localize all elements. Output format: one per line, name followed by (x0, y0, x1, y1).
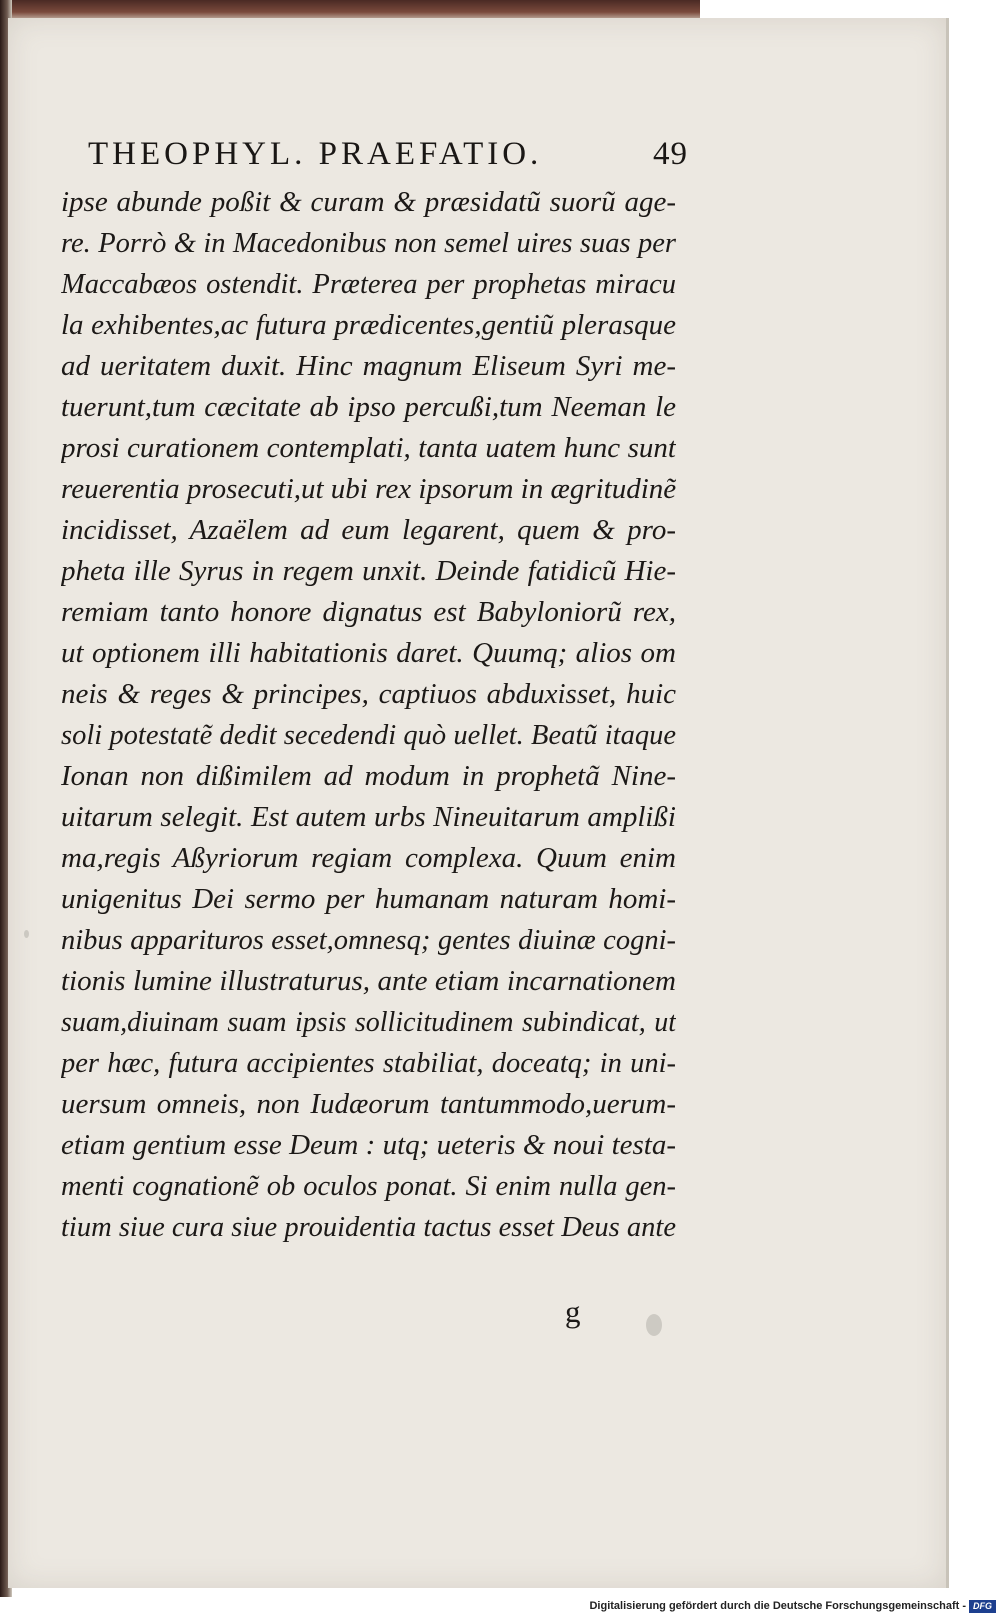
text-line: ad ueritatem duxit. Hinc magnum Eliseum Syri me- (61, 350, 676, 382)
dfg-logo: DFG (969, 1600, 996, 1613)
text-line: soli potestatẽ dedit secedendi quò uellet. Beatũ itaque (61, 720, 676, 751)
running-head (88, 136, 688, 173)
text-line: etiam gentium esse Deum : utq; ueteris & noui testa- (61, 1129, 676, 1161)
body-text (61, 182, 676, 1248)
text-line: unigenitus Dei sermo per humanam naturam homi- (61, 883, 676, 915)
text-line: uersum omneis, non Iudæorum tantummodo,uerum- (61, 1088, 676, 1120)
text-line: reuerentia prosecuti,ut ubi rex ipsorum in ægritudinẽ (61, 473, 676, 505)
book-page (8, 18, 949, 1588)
text-line: nibus apparituros esset,omnesq; gentes diuinæ cogni- (61, 925, 676, 956)
text-line: uitarum selegit. Est autem urbs Nineuitarum amplißi (61, 801, 676, 833)
text-line: ipse abunde poßit & curam & præsidatũ suorũ age- (61, 186, 676, 218)
text-line: tium siue cura siue prouidentia tactus esset Deus ante (61, 1212, 676, 1243)
paper-stain (24, 930, 29, 938)
text-line: Ionan non dißimilem ad modum in prophetã Nine- (61, 760, 676, 792)
page-number: 49 (653, 136, 688, 172)
running-head-title: THEOPHYL. PRAEFATIO. (88, 136, 543, 172)
text-line: ut optionem illi habitationis daret. Quumq; alios om (61, 637, 676, 669)
footer-credit: Digitalisierung gefördert durch die Deutsche Forschungsgemeinschaft - (589, 1600, 966, 1612)
signature-mark: g (565, 1294, 581, 1329)
text-line: remiam tanto honore dignatus est Babyloniorũ rex, (61, 596, 676, 628)
text-line: neis & reges & principes, captiuos abduxisset, huic (61, 678, 676, 710)
text-line: ma,regis Aßyriorum regiam complexa. Quum enim (61, 842, 676, 874)
text-line: tionis lumine illustraturus, ante etiam incarnationem (61, 965, 676, 997)
text-line: la exhibentes,ac futura prædicentes,gentiũ plerasque (61, 309, 676, 341)
text-line: suam,diuinam suam ipsis sollicitudinem subindicat, ut (61, 1007, 676, 1038)
text-line: Maccabæos ostendit. Præterea per prophetas miracu (61, 269, 676, 300)
text-line: pheta ille Syrus in regem unxit. Deinde fatidicũ Hie- (61, 555, 676, 587)
text-line: tuerunt,tum cæcitate ab ipso percußi,tum Neeman le (61, 391, 676, 423)
text-line: incidisset, Azaëlem ad eum legarent, quem & pro- (61, 514, 676, 546)
text-line: per hæc, futura accipientes stabiliat, doceatq; in uni- (61, 1048, 676, 1079)
text-line: re. Porrò & in Macedonibus non semel uires suas per (61, 228, 676, 259)
text-line: prosi curationem contemplati, tanta uatem hunc sunt (61, 432, 676, 464)
paper-stain (646, 1314, 662, 1336)
text-line: menti cognationẽ ob oculos ponat. Si enim nulla gen- (61, 1171, 676, 1202)
